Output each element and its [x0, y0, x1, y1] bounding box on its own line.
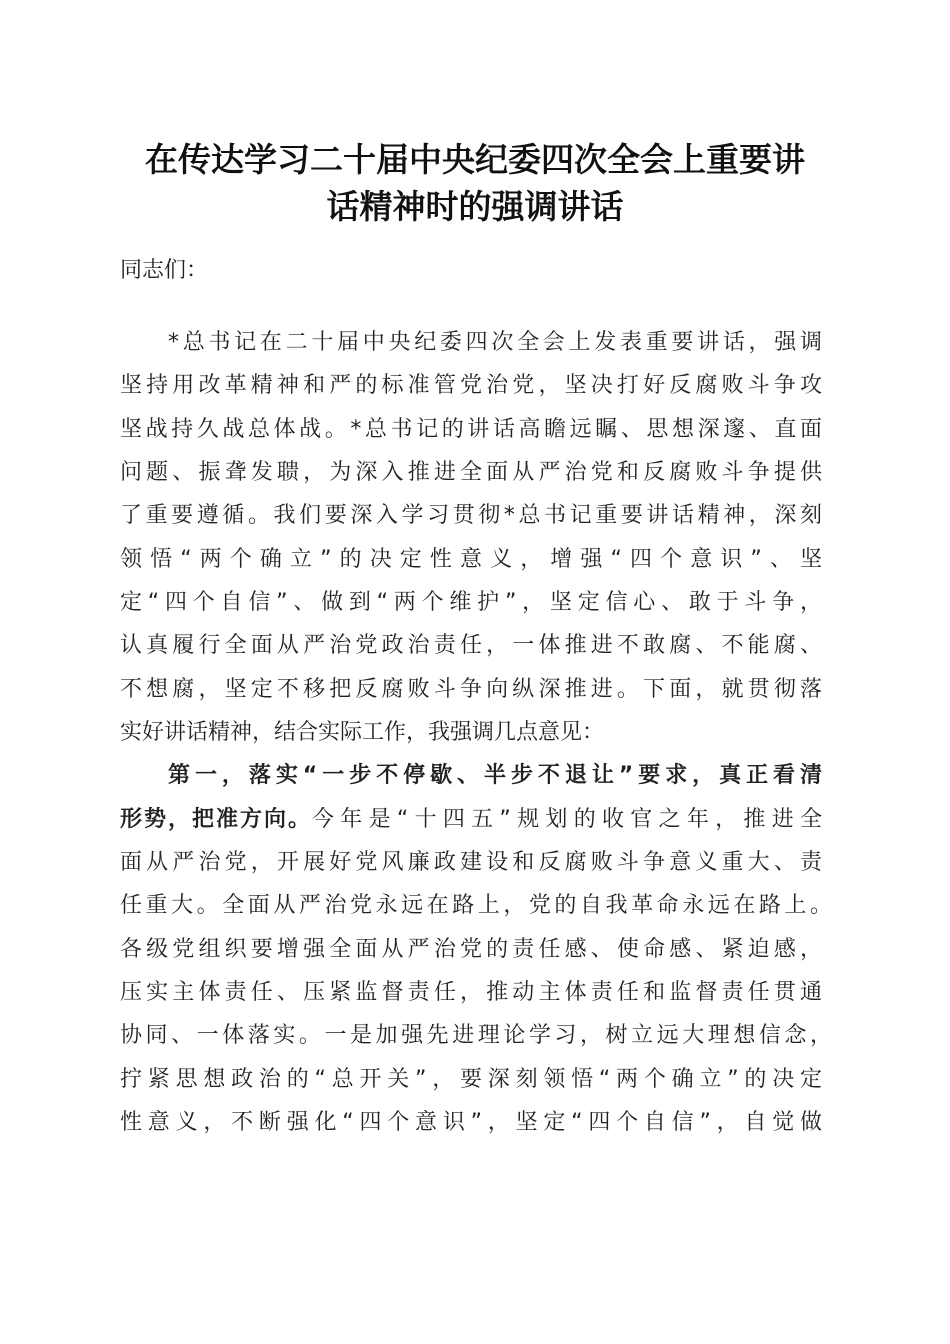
paragraph-1-line: 坚战持久战总体战。*总书记的讲话高瞻远瞩、思想深邃、直面: [120, 417, 822, 442]
paragraph-2-line: 性意义，不断强化“四个意识”，坚定“四个自信”，自觉做: [120, 1110, 822, 1135]
paragraph-1-line: 定“四个自信”、做到“两个维护”，坚定信心、敢于斗争，: [120, 590, 822, 615]
paragraph-1-line: 认真履行全面从严治党政治责任，一体推进不敢腐、不能腐、: [120, 633, 822, 658]
paragraph-2-line: 各级党组织要增强全面从严治党的责任感、使命感、紧迫感，: [120, 937, 822, 962]
document-title-line-1: 在传达学习二十届中央纪委四次全会上重要讲: [145, 140, 805, 179]
paragraph-2-line: 任重大。全面从严治党永远在路上，党的自我革命永远在路上。: [120, 893, 832, 918]
paragraph-2-line: 协同、一体落实。一是加强先进理论学习，树立远大理想信念，: [120, 1023, 832, 1048]
paragraph-2-line: 拧紧思想政治的“总开关”，要深刻领悟“两个确立”的决定: [120, 1067, 822, 1092]
paragraph-2-line: [120, 798, 822, 841]
paragraph-2-heading-cont: 形势，把准方向。: [120, 807, 313, 832]
paragraph-1-line: 问题、振聋发聩，为深入推进全面从严治党和反腐败斗争提供: [120, 460, 822, 485]
paragraph-2-text: 今年是“十四五”规划的收官之年，推进全: [312, 807, 822, 832]
paragraph-2-line: 压实主体责任、压紧监督责任，推动主体责任和监督责任贯通: [120, 980, 822, 1005]
salutation: 同志们：: [120, 258, 209, 283]
paragraph-2-line: 面从严治党，开展好党风廉政建设和反腐败斗争意义重大、责: [120, 850, 822, 875]
paragraph-1-line: 坚持用改革精神和严的标准管党治党，坚决打好反腐败斗争攻: [120, 373, 822, 398]
paragraph-1-line: 了重要遵循。我们要深入学习贯彻*总书记重要讲话精神，深刻: [120, 503, 822, 528]
paragraph-1-line: 不想腐，坚定不移把反腐败斗争向纵深推进。下面，就贯彻落: [120, 677, 822, 702]
document-title-line-2: 话精神时的强调讲话: [326, 187, 624, 226]
paragraph-1-line: *总书记在二十届中央纪委四次全会上发表重要讲话，强调: [168, 330, 822, 355]
paragraph-1-line: 实好讲话精神，结合实际工作，我强调几点意见：: [120, 720, 605, 745]
paragraph-1-line: 领悟“两个确立”的决定性意义，增强“四个意识”、坚: [120, 547, 822, 572]
paragraph-2-heading: 第一，落实“一步不停歇、半步不退让”要求，真正看清: [168, 763, 822, 788]
